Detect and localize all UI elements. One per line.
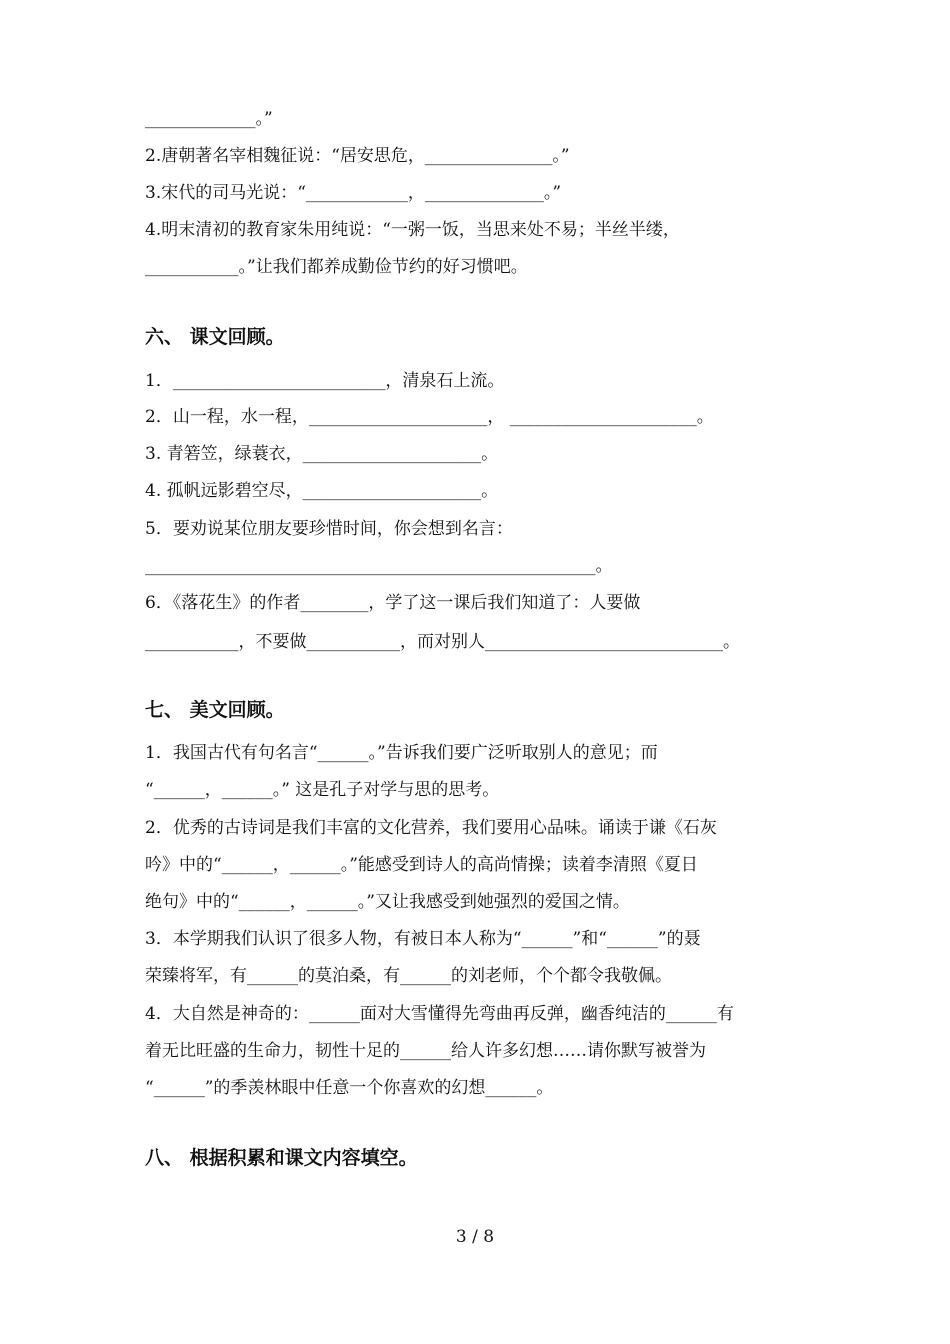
text-line: 3. 青箬笠，绿蓑衣，_____________________。 bbox=[145, 444, 499, 464]
text-line: 2.唐朝著名宰相魏征说：“居安思危，_______________。” bbox=[145, 146, 570, 166]
text-line: _____________。” bbox=[145, 109, 273, 129]
text-line: 5．要劝说某位朋友要珍惜时间，你会想到名言： bbox=[145, 519, 513, 539]
text-line: “______”的季羡林眼中任意一个你喜欢的幻想______。 bbox=[145, 1078, 554, 1098]
section-heading-6: 六、 课文回顾。 bbox=[145, 326, 285, 348]
text-line: 3.宋代的司马光说：“____________，______________。” bbox=[145, 183, 562, 203]
text-line: 2．优秀的古诗词是我们丰富的文化营养，我们要用心品味。诵读于谦《石灰 bbox=[145, 818, 717, 838]
text-line: 绝句》中的“______，______。”又让我感受到她强烈的爱国之情。 bbox=[145, 892, 630, 912]
text-line: 6．《落花生》的作者________，学了这一课后我们知道了：人要做 bbox=[145, 593, 641, 613]
text-line: 着无比旺盛的生命力，韧性十足的______给人许多幻想……请你默写被誉为 bbox=[145, 1041, 706, 1061]
text-line: 4．大自然是神奇的：______面对大雪懂得先弯曲再反弹，幽香纯洁的______有 bbox=[145, 1004, 734, 1024]
section-heading-8: 八、 根据积累和课文内容填空。 bbox=[145, 1147, 418, 1169]
text-line: _____________________________________________________。 bbox=[145, 556, 613, 576]
text-line: 4.明末清初的教育家朱用纯说：“一粥一饭，当思来处不易；半丝半缕， bbox=[145, 220, 680, 240]
text-line: 1．我国古代有句名言“______。”告诉我们要广泛听取别人的意见；而 bbox=[145, 743, 658, 763]
page-number: 3 / 8 bbox=[455, 1227, 495, 1247]
section-heading-7: 七、 美文回顾。 bbox=[145, 699, 285, 721]
text-line: 荣臻将军，有______的莫泊桑，有______的刘老师，个个都令我敬佩。 bbox=[145, 966, 672, 986]
text-line: ___________，不要做___________，而对别人____________________________。 bbox=[145, 632, 740, 652]
text-line: 2．山一程，水一程，_____________________， ______________________。 bbox=[145, 407, 714, 427]
text-line: 3．本学期我们认识了很多人物，有被日本人称为“______”和“______”的聂 bbox=[145, 929, 701, 949]
text-line: ___________。”让我们都养成勤俭节约的好习惯吧。 bbox=[145, 257, 528, 277]
text-line: “______，______。” 这是孔子对学与思的思考。 bbox=[145, 780, 500, 800]
text-line: 吟》中的“______，______。”能感受到诗人的高尚情操；读着李清照《夏日 bbox=[145, 855, 698, 875]
text-line: 4. 孤帆远影碧空尽，_____________________。 bbox=[145, 481, 499, 501]
text-line: 1．_________________________，清泉石上流。 bbox=[145, 371, 505, 391]
